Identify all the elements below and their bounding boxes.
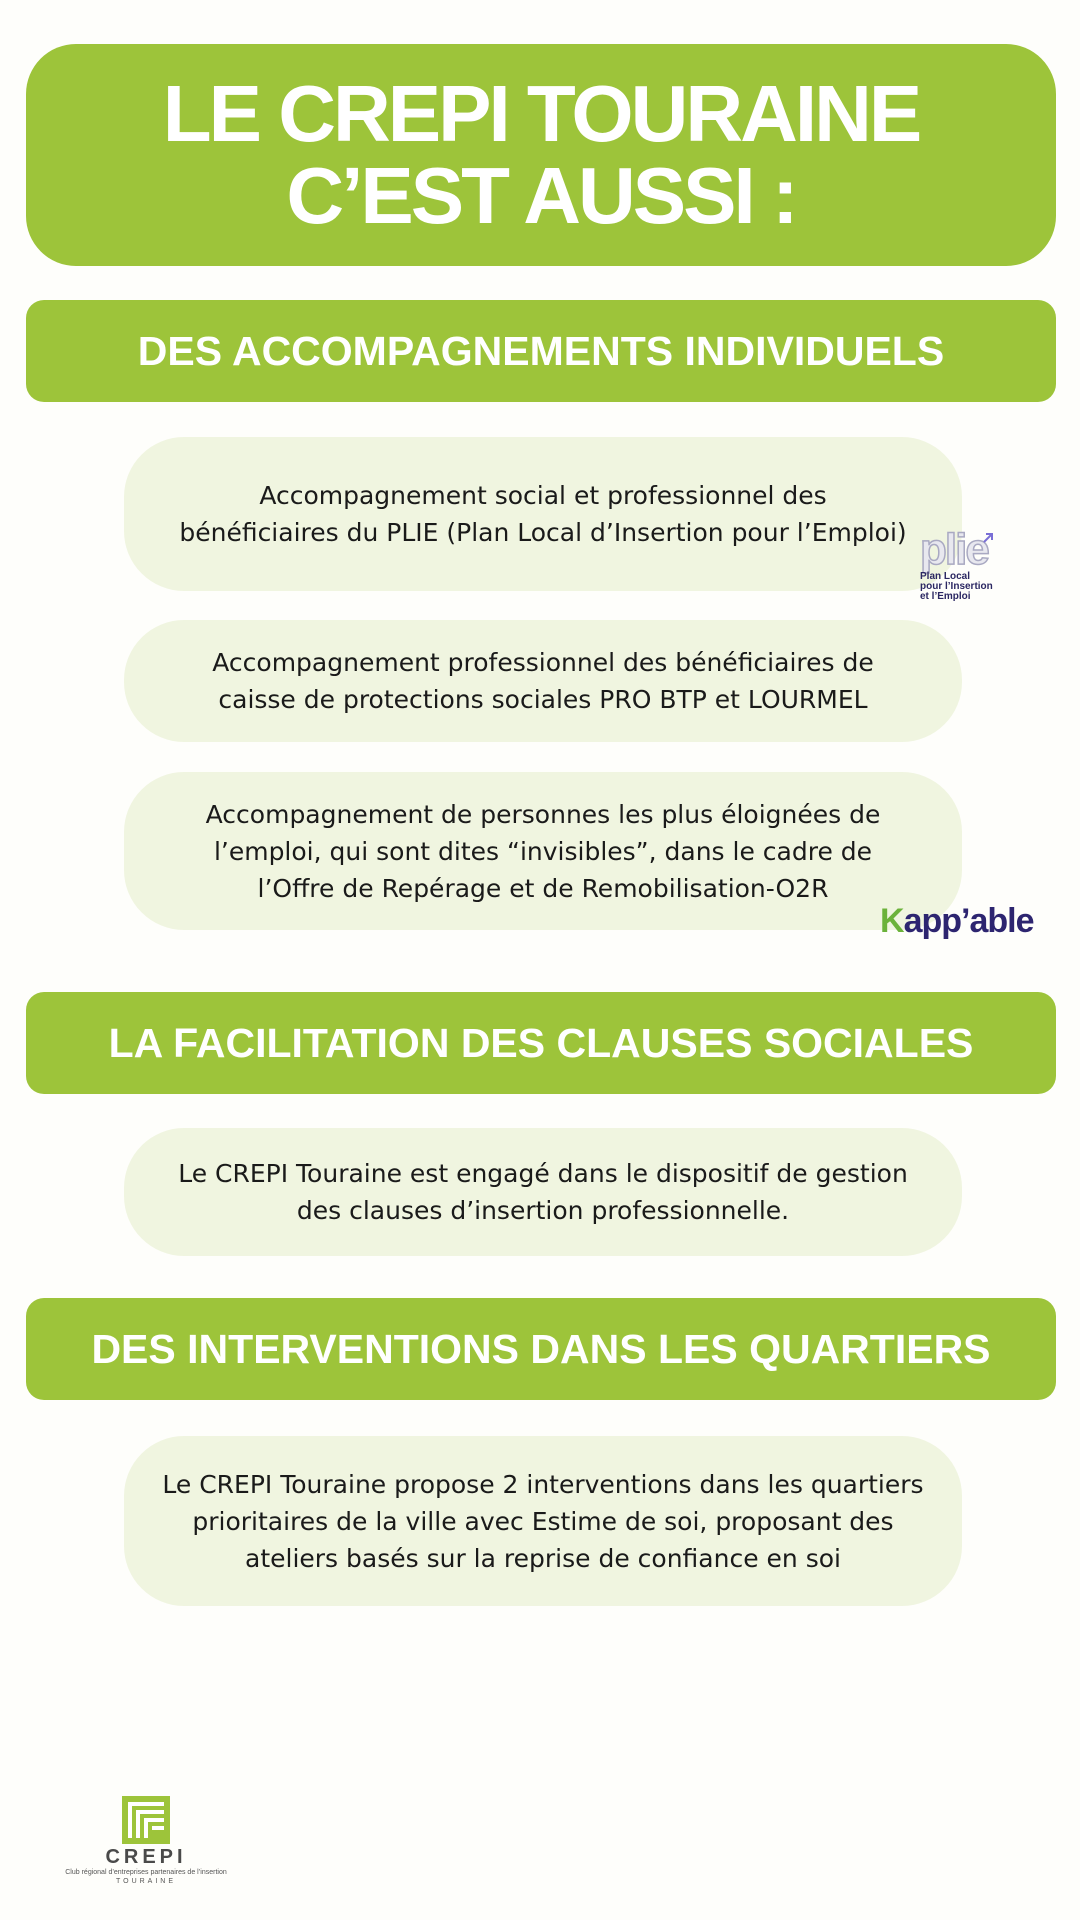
- main-title-banner: [26, 44, 1056, 266]
- crepi-logo: [56, 1796, 236, 1892]
- card-plie: [124, 437, 962, 591]
- crepi-logo-tagline: Club régional d’entreprises partenaires de l’insertion: [65, 1869, 227, 1876]
- card-text-line: Accompagnement social et professionnel des: [259, 481, 827, 510]
- card-quartiers: [124, 1436, 962, 1606]
- card-text-line: des clauses d’insertion professionnelle.: [296, 1196, 790, 1225]
- plie-logo-line-2: pour l’Insertion: [920, 581, 993, 592]
- main-title-line-2: C’EST AUSSI :: [286, 151, 796, 240]
- card-text-line: Le CREPI Touraine propose 2 interventions dans les quartiers: [162, 1469, 924, 1499]
- card-text-line: Le CREPI Touraine est engagé dans le dispositif de gestion: [178, 1159, 908, 1188]
- plie-logo-word: plie: [920, 525, 988, 574]
- crepi-logo-region: TOURAINE: [115, 1878, 177, 1885]
- arrow-up-right-icon: [982, 532, 994, 544]
- card-text-line: bénéficiaires du PLIE (Plan Local d’Insertion pour l’Emploi): [179, 518, 907, 547]
- kappable-logo: [880, 898, 1034, 944]
- section-heading-accompagnements: DES ACCOMPAGNEMENTS INDIVIDUELS: [26, 300, 1056, 402]
- card-pro-btp: [124, 620, 962, 742]
- card-o2r: [124, 772, 962, 930]
- kappable-logo-mark: K: [880, 902, 904, 940]
- card-text-line: caisse de protections sociales PRO BTP et LOURMEL: [218, 685, 868, 714]
- crepi-emblem-icon: [122, 1796, 170, 1844]
- plie-logo-line-3: et l’Emploi: [920, 591, 971, 602]
- crepi-logo-name: CREPI: [105, 1846, 187, 1868]
- card-text-line: l’Offre de Repérage et de Remobilisation-O2R: [257, 873, 829, 903]
- section-heading-quartiers: DES INTERVENTIONS DANS LES QUARTIERS: [26, 1298, 1056, 1400]
- card-text-line: Accompagnement professionnel des bénéficiaires de: [212, 648, 874, 677]
- main-title-line-1: LE CREPI TOURAINE: [162, 69, 920, 158]
- card-clauses: [124, 1128, 962, 1256]
- card-text-line: ateliers basés sur la reprise de confiance en soi: [245, 1543, 841, 1573]
- plie-logo-line-1: Plan Local: [920, 571, 971, 582]
- section-heading-clauses-sociales: LA FACILITATION DES CLAUSES SOCIALES: [26, 992, 1056, 1094]
- card-text-line: Accompagnement de personnes les plus éloignées de: [205, 799, 881, 829]
- card-text-line: l’emploi, qui sont dites “invisibles”, dans le cadre de: [213, 836, 873, 866]
- kappable-logo-text: app’able: [903, 902, 1034, 940]
- plie-logo: [920, 525, 1010, 608]
- card-text-line: prioritaires de la ville avec Estime de soi, proposant des: [192, 1506, 894, 1536]
